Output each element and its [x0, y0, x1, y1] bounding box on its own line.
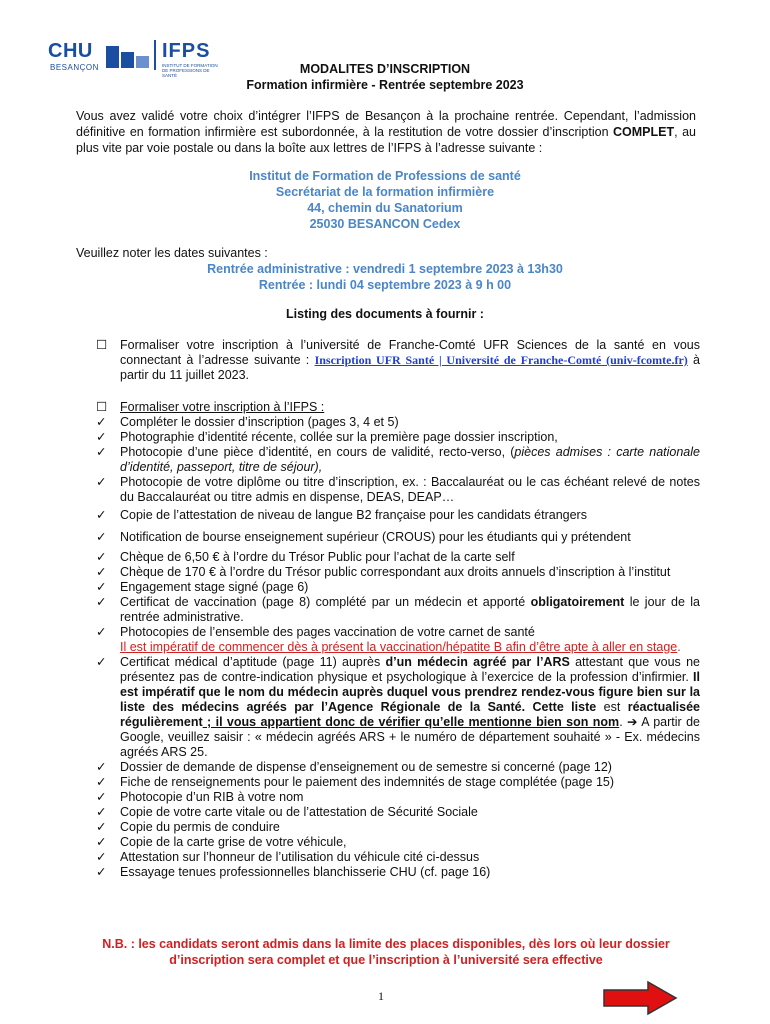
list-item: [96, 850, 700, 865]
item-text: est: [596, 700, 628, 714]
list-item: [96, 595, 700, 625]
list-item: [96, 835, 700, 850]
checkmark-icon: ✓: [96, 775, 107, 789]
item-text: Essayage tenues professionnelles blanchisserie CHU (cf. page 16): [120, 865, 491, 879]
checkmark-icon: ✓: [96, 865, 107, 879]
item-text: Dossier de demande de dispense d’enseignement ou de semestre si concerné (page 12): [120, 760, 612, 774]
list-item: [96, 820, 700, 835]
list-item: [96, 550, 700, 565]
item-text: Photocopie d’une pièce d’identité, en cours de validité, recto-verso, (: [120, 445, 515, 459]
logo-subtitle: INSTITUT DE FORMATION DE PROFESSIONS DE SANTÉ: [162, 63, 218, 78]
checkmark-icon: ✓: [96, 760, 107, 774]
address-block: [0, 168, 770, 232]
item-text: Photocopies de l’ensemble des pages vaccination de votre carnet de santé: [120, 625, 535, 639]
checkmark-icon: ✓: [96, 565, 107, 579]
ifps-documents-list: [96, 400, 700, 880]
item-bold: d’un médecin agréé par l’ARS: [385, 655, 570, 669]
item-text: Formaliser votre inscription à l’université de Franche-Comté UFR Sciences de la santé en vous connectant à l’adresse suivante :: [120, 338, 700, 367]
item-warning: .: [677, 640, 681, 654]
item-text: Certificat médical d’aptitude (page 11) auprès: [120, 655, 386, 669]
item-text: le jour de la rentrée administrative.: [120, 595, 700, 624]
item-text: Copie de l’attestation de niveau de langue B2 française pour les candidats étrangers: [120, 508, 587, 522]
page-title: MODALITES D’INSCRIPTION: [299, 62, 471, 76]
item-text: Engagement stage signé (page 6): [120, 580, 309, 594]
intro-text: , au plus vite par voie postale ou dans la boîte aux lettres de l’IFPS à l’adresse suivante :: [76, 125, 696, 155]
item-bold: Il est impératif que le nom du médecin auprès duquel vous prendrez rendez-vous figure bien sur la liste des médecins agréés par l’Agence Régionale de la Santé. Cette liste: [120, 670, 700, 714]
checkmark-icon: ✓: [96, 595, 107, 609]
list-item: [96, 400, 700, 415]
address-line: Secrétariat de la formation infirmière: [275, 185, 495, 199]
list-item: [96, 625, 700, 655]
item-text: Copie de la carte grise de votre véhicule,: [120, 835, 347, 849]
list-item: [96, 475, 700, 505]
logo-chu-text: CHU: [48, 40, 93, 62]
list-item: [96, 565, 700, 580]
list-item: [96, 655, 700, 760]
item-text: Photocopie d’un RIB à votre nom: [120, 790, 304, 804]
item-text: Photocopie de votre diplôme ou titre d’inscription, ex. : Baccalauréat ou le cas échéant relevé de notes du Baccalauréat ou titre admis en dispense, DEAS, DEAP…: [120, 475, 700, 504]
checkmark-icon: ✓: [96, 835, 107, 849]
checkmark-icon: ✓: [96, 475, 107, 489]
item-text: Copie du permis de conduire: [120, 820, 280, 834]
list-item: [96, 338, 700, 383]
date-admin: Rentrée administrative : vendredi 1 septembre 2023 à 13h30: [207, 262, 563, 276]
checkmark-icon: ✓: [96, 820, 107, 834]
checkmark-icon: ✓: [96, 550, 107, 564]
list-item: [96, 865, 700, 880]
item-text: . ➔ A partir de Google, veuillez saisir : « médecin agréés ARS + le numéro de département souhaité » - Ex. médecins agréés ARS 25.: [120, 715, 700, 759]
checkmark-icon: ✓: [96, 850, 107, 864]
ufr-item: [96, 338, 700, 383]
item-text: Notification de bourse enseignement supérieur (CROUS) pour les étudiants qui y prétendent: [120, 530, 631, 544]
item-heading: Formaliser votre inscription à l’IFPS :: [120, 400, 325, 414]
item-bold: réactualisée régulièrement: [120, 700, 700, 729]
list-item: [96, 430, 700, 445]
listing-title: Listing des documents à fournir :: [286, 307, 484, 321]
list-item: [96, 580, 700, 595]
item-text: Fiche de renseignements pour le paiement des indemnités de stage complétée (page 15): [120, 775, 615, 789]
list-item: [96, 508, 700, 523]
checkbox-icon: ☐: [96, 400, 108, 414]
item-text: Certificat de vaccination (page 8) complété par un médecin et apporté: [120, 595, 531, 609]
item-text: Attestation sur l’honneur de l’utilisation du véhicule cité ci-dessus: [120, 850, 480, 864]
checkmark-icon: ✓: [96, 580, 107, 594]
page-subtitle: Formation infirmière - Rentrée septembre 2023: [246, 78, 524, 92]
logo-ifps-text: IFPS: [162, 40, 211, 62]
intro-text: Vous avez validé votre choix d’intégrer l’IFPS de Besançon à la prochaine rentrée. Cependant, l’admission définitive en formation infirmière est subordonnée, à la restitution de votre dossier d’inscription: [76, 109, 696, 139]
item-bold-underline: ; il vous appartient donc de vérifier qu’elle mentionne bien son nom: [202, 715, 620, 729]
ufr-link[interactable]: Inscription UFR Santé | Université de Franche-Comté (univ-fcomte.fr): [314, 353, 688, 367]
item-italic: pièces admises : carte nationale d’identité, passeport, titre de séjour),: [120, 445, 700, 474]
item-text: à partir du 11 juillet 2023.: [120, 353, 700, 382]
address-line: Institut de Formation de Professions de santé: [249, 169, 521, 183]
checkmark-icon: ✓: [96, 415, 107, 429]
item-text: Photographie d’identité récente, collée sur la première page dossier inscription,: [120, 430, 558, 444]
list-item: [96, 790, 700, 805]
nb-note: N.B. : les candidats seront admis dans la limite des places disponibles, dès lors où leur dossier d’inscription sera complet et que l’inscription à l’université sera effective: [102, 937, 670, 967]
intro-paragraph: [76, 108, 696, 156]
item-warning: Il est impératif de commencer dès à présent la vaccination/hépatite B afin d’être apte à aller en stage: [120, 640, 678, 654]
checkbox-icon: ☐: [96, 338, 108, 352]
list-item: [96, 805, 700, 820]
list-item: [96, 415, 700, 430]
intro-bold: COMPLET: [613, 125, 675, 139]
checkmark-icon: ✓: [96, 508, 107, 522]
item-text: attestant que vous ne présentez pas de contre-indication physique et psychologique à l’exercice de la profession d’infirmier.: [120, 655, 700, 684]
item-text: Copie de votre carte vitale ou de l’attestation de Sécurité Sociale: [120, 805, 478, 819]
list-item: [96, 760, 700, 775]
checkmark-icon: ✓: [96, 430, 107, 444]
page-number: 1: [378, 989, 384, 1003]
list-item: [96, 775, 700, 790]
item-text: Compléter le dossier d’inscription (pages 3, 4 et 5): [120, 415, 399, 429]
checkmark-icon: ✓: [96, 625, 107, 639]
dates-intro: Veuillez noter les dates suivantes :: [76, 246, 268, 260]
list-item: [96, 530, 700, 545]
item-text: Chèque de 170 € à l’ordre du Trésor public correspondant aux droits annuels d’inscription à l’institut: [120, 565, 671, 579]
checkmark-icon: ✓: [96, 655, 107, 669]
list-item: [96, 445, 700, 475]
item-bold: obligatoirement: [530, 595, 625, 609]
address-line: 25030 BESANCON Cedex: [309, 217, 461, 231]
address-line: 44, chemin du Sanatorium: [307, 201, 463, 215]
date-rentree: Rentrée : lundi 04 septembre 2023 à 9 h 00: [258, 278, 512, 292]
checkmark-icon: ✓: [96, 530, 107, 544]
checkmark-icon: ✓: [96, 790, 107, 804]
checkmark-icon: ✓: [96, 805, 107, 819]
item-text: Chèque de 6,50 € à l’ordre du Trésor Public pour l’achat de la carte self: [120, 550, 515, 564]
checkmark-icon: ✓: [96, 445, 107, 459]
logo-city-text: BESANÇON: [50, 63, 99, 72]
next-page-arrow-icon[interactable]: [602, 980, 678, 1016]
